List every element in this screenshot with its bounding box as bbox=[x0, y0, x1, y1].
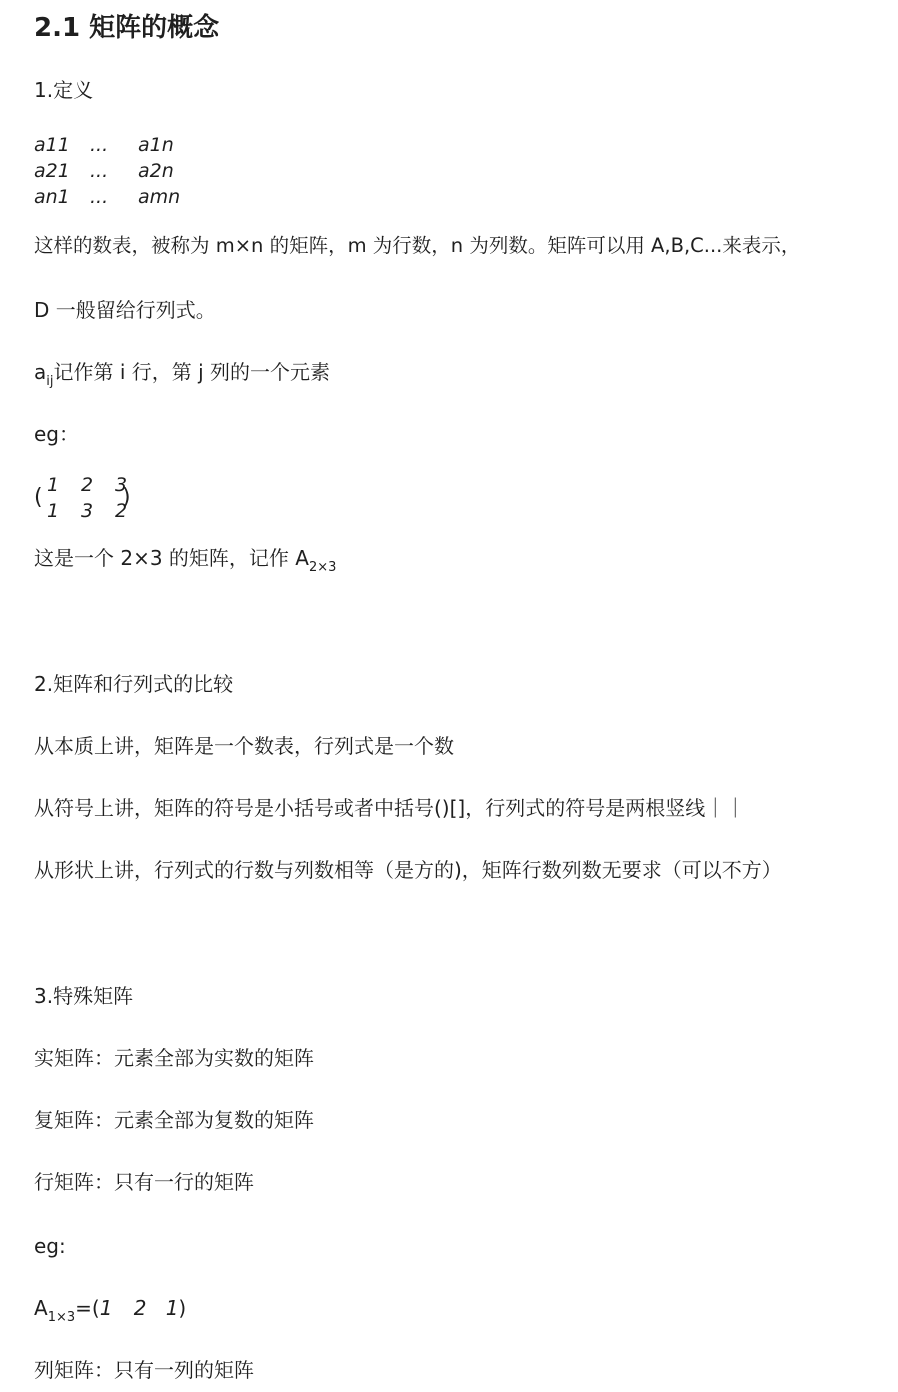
row-eg-close: ) bbox=[178, 1296, 187, 1320]
matrix-cell: ... bbox=[90, 160, 109, 182]
eg-matrix-cell: 2 bbox=[80, 474, 94, 496]
section-2-heading: 2.矩阵和行列式的比较 bbox=[34, 672, 234, 696]
row-eg-value: 1 bbox=[165, 1296, 179, 1320]
row-eg-eq: =( bbox=[75, 1296, 100, 1320]
matrix-cell: a21 bbox=[34, 160, 70, 182]
matrix-cell: ... bbox=[90, 134, 109, 156]
eg-matrix-cell: 1 bbox=[46, 500, 60, 522]
matrix-open-paren: ( bbox=[34, 485, 43, 510]
row-eg-value: 1 bbox=[99, 1296, 113, 1320]
definition-text-1: 这样的数表，被称为 m×n 的矩阵，m 为行数，n 为列数。矩阵可以用 A,B,C...来表示， bbox=[34, 234, 801, 257]
eg-matrix-cell: 3 bbox=[80, 500, 94, 522]
row-matrix-def: 行矩阵：只有一行的矩阵 bbox=[34, 1170, 254, 1194]
element-subscript: ij bbox=[46, 374, 54, 389]
comparison-shape: 从形状上讲，行列式的行数与列数相等（是方的)，矩阵行数列数无要求（可以不方） bbox=[34, 858, 782, 882]
matrix-cell: ... bbox=[90, 186, 109, 208]
comparison-essence: 从本质上讲，矩阵是一个数表，行列式是一个数 bbox=[34, 734, 454, 758]
eg-caption-subscript: 2×3 bbox=[308, 560, 337, 575]
complex-matrix-def: 复矩阵：元素全部为复数的矩阵 bbox=[34, 1108, 314, 1132]
element-text: 记作第 i 行，第 j 列的一个元素 bbox=[53, 360, 331, 384]
eg-caption-text: 这是一个 2×3 的矩阵，记作 A bbox=[34, 546, 309, 570]
matrix-cell: amn bbox=[138, 186, 181, 208]
eg-label: eg： bbox=[34, 422, 79, 446]
matrix-cell: a1n bbox=[138, 134, 174, 156]
matrix-cell: a11 bbox=[34, 134, 70, 156]
matrix-row-1 bbox=[34, 132, 174, 158]
page-title: 2.1 矩阵的概念 bbox=[34, 13, 220, 43]
matrix-row-2 bbox=[34, 158, 174, 184]
row-eg-subscript: 1×3 bbox=[47, 1310, 76, 1325]
real-matrix-def: 实矩阵：元素全部为实数的矩阵 bbox=[34, 1046, 314, 1070]
section-1-heading: 1.定义 bbox=[34, 78, 94, 102]
column-matrix-def: 列矩阵：只有一列的矩阵 bbox=[34, 1358, 254, 1382]
section-3-heading: 3.特殊矩阵 bbox=[34, 984, 134, 1008]
element-base: a bbox=[34, 360, 47, 384]
matrix-row-3 bbox=[34, 184, 180, 210]
eg-label-2: eg: bbox=[34, 1234, 66, 1258]
element-notation bbox=[34, 358, 330, 390]
row-matrix-example bbox=[34, 1294, 186, 1326]
matrix-cell: an1 bbox=[34, 186, 70, 208]
eg-matrix-cell: 1 bbox=[46, 474, 60, 496]
row-eg-value: 2 bbox=[133, 1296, 147, 1320]
matrix-cell: a2n bbox=[138, 160, 174, 182]
eg-caption bbox=[34, 544, 336, 576]
eg-matrix-cell: 2 bbox=[114, 500, 128, 522]
definition-text-2: D 一般留给行列式。 bbox=[34, 298, 216, 322]
matrix-close-paren: ) bbox=[122, 485, 131, 510]
comparison-symbol: 从符号上讲，矩阵的符号是小括号或者中括号()[]，行列式的符号是两根竖线｜｜ bbox=[34, 796, 746, 820]
row-eg-base: A bbox=[34, 1296, 48, 1320]
eg-matrix-cell: 3 bbox=[114, 474, 128, 496]
